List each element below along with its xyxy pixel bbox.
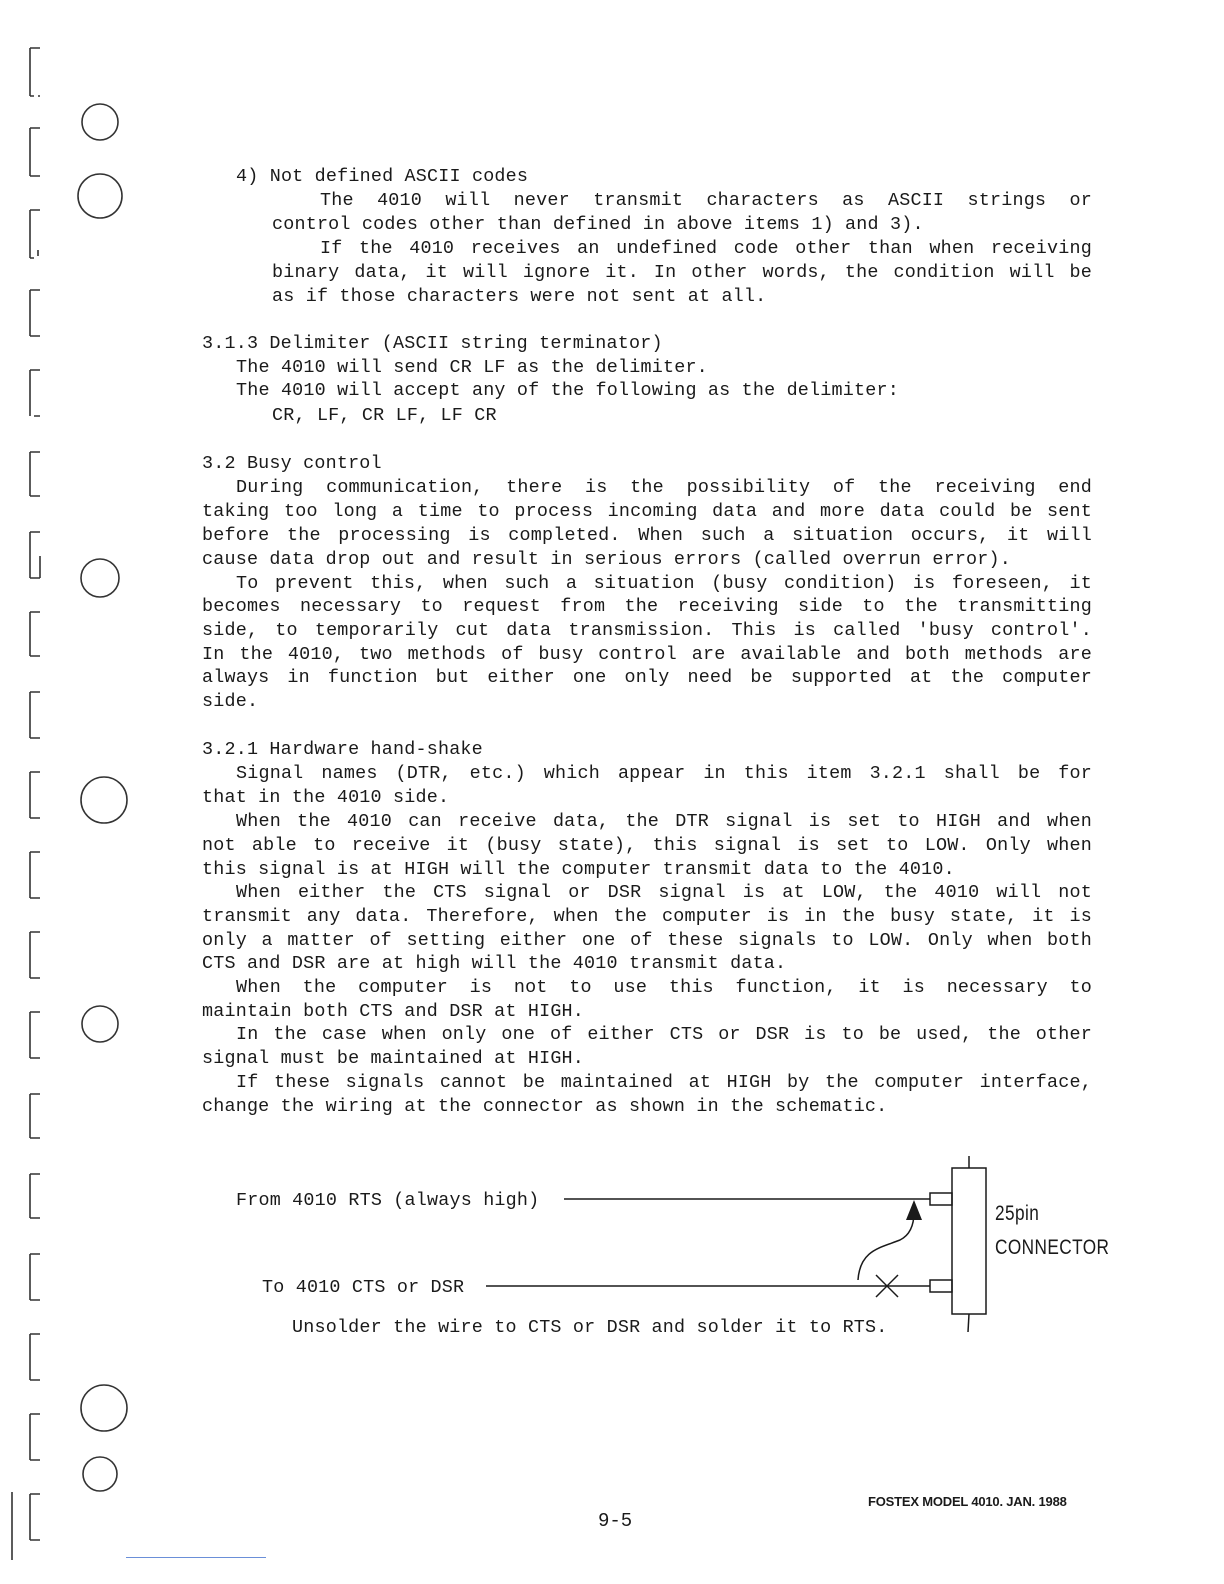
arrowhead-icon [906, 1200, 922, 1220]
section-321-line: In the case when only one of either CTS or DSR is to be used, the other [236, 1024, 1092, 1045]
section-32-line: taking too long a time to process incoming data and more data could be sent [202, 501, 1092, 522]
section-32-line: side. [202, 691, 259, 712]
connector-body [952, 1168, 986, 1314]
section-321-heading: 3.2.1 Hardware hand-shake [202, 739, 483, 760]
schematic-caption: Unsolder the wire to CTS or DSR and solder it to RTS. [292, 1317, 888, 1338]
section-32-line: becomes necessary to request from the receiving side to the transmitting [202, 596, 1092, 617]
connector-label-line-2: CONNECTOR [995, 1236, 1110, 1259]
section-32-line: before the processing is completed. When such a situation occurs, it will [202, 525, 1092, 546]
section-321-line: When the 4010 can receive data, the DTR signal is set to HIGH and when [236, 811, 1092, 832]
section-32-line: always in function but either one only need be supported at the computer [202, 667, 1092, 688]
section-313-line-2: The 4010 will accept any of the following as the delimiter: [236, 380, 899, 401]
section-321-line: that in the 4010 side. [202, 787, 450, 808]
section-321-line: If these signals cannot be maintained at HIGH by the computer interface, [236, 1072, 1092, 1093]
section-321-line: maintain both CTS and DSR at HIGH. [202, 1001, 585, 1022]
section-321-line: only a matter of setting either one of these signals to LOW. Only when both [202, 930, 1092, 951]
cts-dsr-pin [930, 1280, 952, 1292]
section-4-para-2-line-2: binary data, it will ignore it. In other words, the condition will be [272, 262, 1092, 283]
section-321-line: Signal names (DTR, etc.) which appear in this item 3.2.1 shall be for [236, 763, 1092, 784]
schematic-to-label: To 4010 CTS or DSR [262, 1277, 465, 1298]
connector-label-line-1: 25pin [995, 1202, 1040, 1225]
reroute-arrow [858, 1212, 914, 1280]
section-32-line: In the 4010, two methods of busy control are available and both methods are [202, 644, 1092, 665]
section-32-line: To prevent this, when such a situation (busy condition) is foreseen, it [236, 573, 1092, 594]
section-321-line: change the wiring at the connector as shown in the schematic. [202, 1096, 888, 1117]
page-number: 9-5 [598, 1510, 633, 1532]
section-321-line: this signal is at HIGH will the computer transmit data to the 4010. [202, 859, 955, 880]
section-4-heading: 4) Not defined ASCII codes [236, 166, 529, 187]
section-321-line: CTS and DSR are at high will the 4010 transmit data. [202, 953, 787, 974]
section-321-line: signal must be maintained at HIGH. [202, 1048, 585, 1069]
section-321-line: transmit any data. Therefore, when the computer is in the busy state, it is [202, 906, 1092, 927]
section-313-heading: 3.1.3 Delimiter (ASCII string terminator) [202, 333, 663, 354]
section-321-line: not able to receive it (busy state), this signal is set to LOW. Only when [202, 835, 1092, 856]
section-4-para-2-line-1: If the 4010 receives an undefined code other than when receiving [320, 238, 1092, 259]
scan-underline-mark [126, 1557, 266, 1558]
section-32-line: side, to temporarily cut data transmission. This is called 'busy control'. [202, 620, 1092, 641]
section-4-para-1-line-2: control codes other than defined in above items 1) and 3). [272, 214, 924, 235]
footer-model: FOSTEX MODEL 4010. JAN. 1988 [868, 1494, 1067, 1509]
schematic-from-label: From 4010 RTS (always high) [236, 1190, 540, 1211]
section-4-para-1-line-1: The 4010 will never transmit characters as ASCII strings or [320, 190, 1092, 211]
section-321-line: When the computer is not to use this function, it is necessary to [236, 977, 1092, 998]
section-32-line: During communication, there is the possibility of the receiving end [236, 477, 1092, 498]
rts-pin [930, 1193, 952, 1205]
section-32-heading: 3.2 Busy control [202, 453, 382, 474]
section-313-line-3: CR, LF, CR LF, LF CR [272, 405, 497, 426]
section-32-line: cause data drop out and result in serious errors (called overrun error). [202, 549, 1012, 570]
section-321-line: When either the CTS signal or DSR signal is at LOW, the 4010 will not [236, 882, 1092, 903]
section-313-line-1: The 4010 will send CR LF as the delimiter. [236, 357, 708, 378]
section-4-para-2-line-3: as if those characters were not sent at all. [272, 286, 767, 307]
